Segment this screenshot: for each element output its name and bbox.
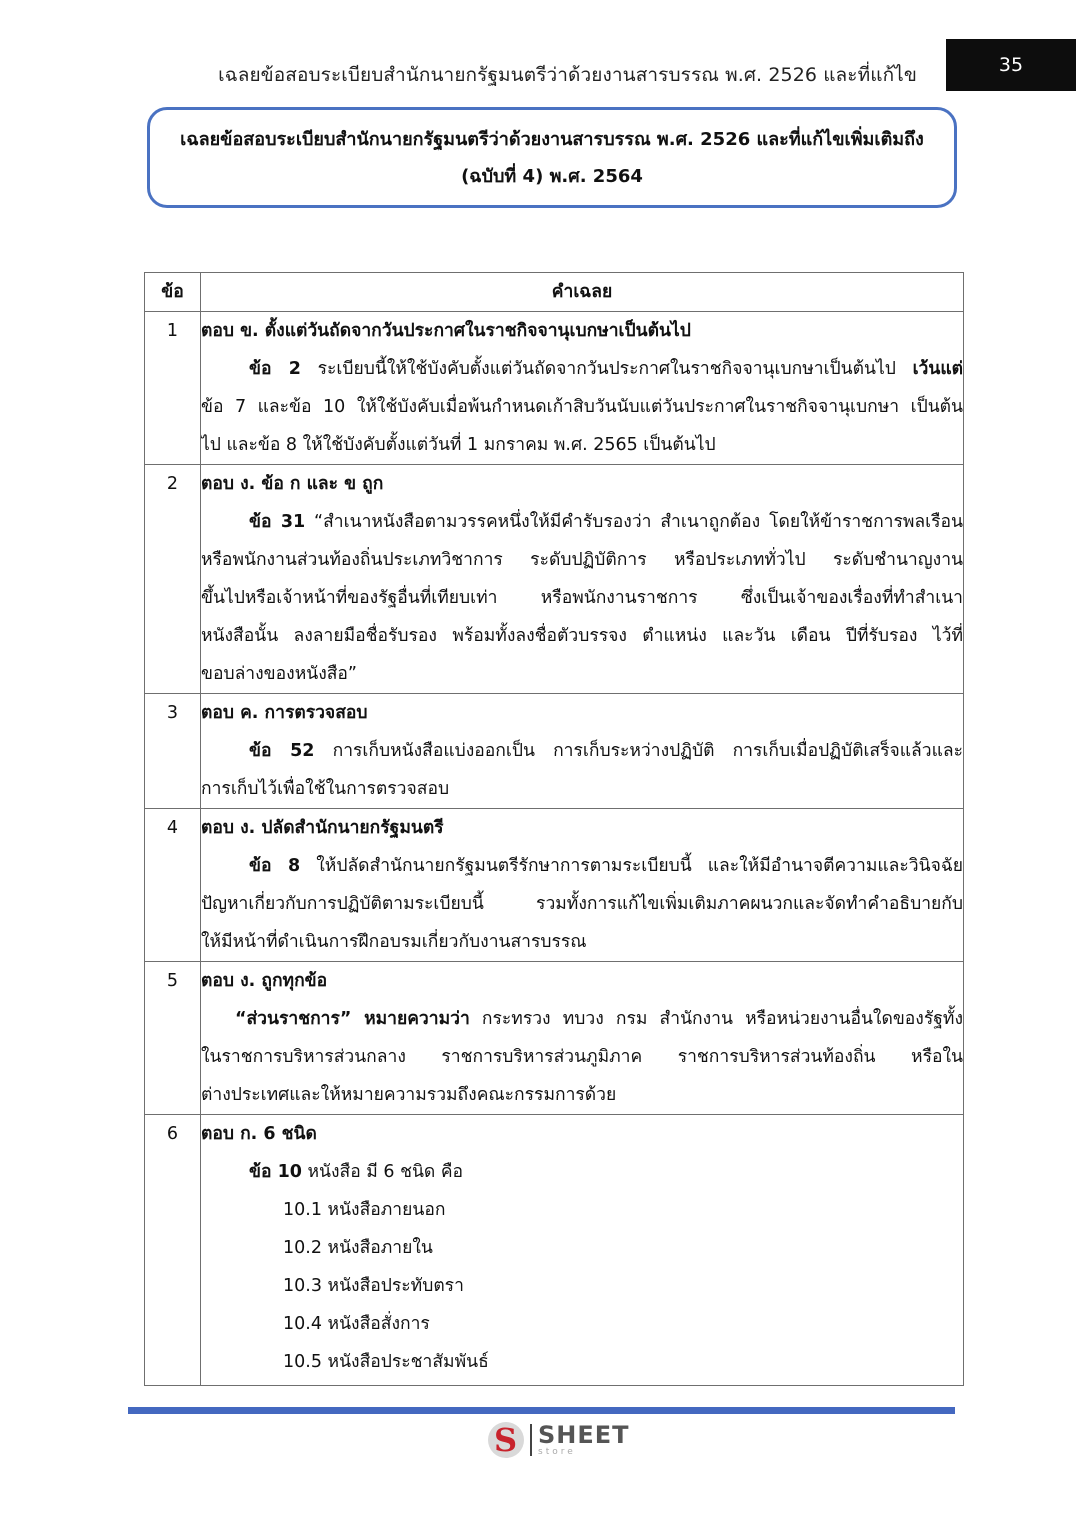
logo-letter: S (494, 1421, 518, 1459)
row-number: 2 (145, 465, 201, 694)
answer-line: ตอบ ข. ตั้งแต่วันถัดจากวันประกาศในราชกิจจานุเบกษาเป็นต้นไป (201, 321, 691, 341)
row-answer-cell (201, 962, 964, 1115)
logo-word: SHEET (538, 1421, 630, 1449)
table-row (145, 312, 964, 465)
answer-line: ตอบ ง. ข้อ ก และ ข ถูก (201, 474, 384, 494)
explanation-line: การเก็บไว้เพื่อใช้ในการตรวจสอบ (201, 779, 450, 799)
title-line-1: เฉลยข้อสอบระเบียบสำนักนายกรัฐมนตรีว่าด้วยงานสารบรรณ พ.ศ. 2526 และที่แก้ไขเพิ่มเติมถึง (180, 128, 924, 150)
explanation-line: ในราชการบริหารส่วนกลาง ราชการบริหารส่วนภูมิภาค ราชการบริหารส่วนท้องถิ่น หรือใน (201, 1047, 963, 1067)
answer-table (144, 272, 964, 1386)
reference-clause: ข้อ 52 (249, 741, 315, 761)
explanation-line (201, 847, 963, 885)
list-item: 10.3 หนังสือประทับตรา (283, 1276, 464, 1296)
logo-s-icon (488, 1422, 524, 1458)
list-item: 10.5 หนังสือประชาสัมพันธ์ (283, 1352, 489, 1372)
explanation-text: การเก็บหนังสือแบ่งออกเป็น การเก็บระหว่างปฏิบัติ การเก็บเมื่อปฏิบัติเสร็จแล้วและ (314, 741, 963, 761)
explanation-text: กระทรวง ทบวง กรม สำนักงาน หรือหน่วยงานอื่นใดของรัฐทั้ง (469, 1009, 963, 1029)
reference-clause: ข้อ 8 (249, 856, 301, 876)
explanation-line: หรือพนักงานส่วนท้องถิ่นประเภทวิชาการ ระดับปฏิบัติการ หรือประเภททั่วไป ระดับชำนาญงาน (201, 550, 963, 570)
explanation-line: ข้อ 7 และข้อ 10 ให้ใช้บังคับเมื่อพ้นกำหนดเก้าสิบวันนับแต่วันประกาศในราชกิจจานุเบกษา เป็นต้น (201, 397, 963, 417)
table-row (145, 962, 964, 1115)
explanation-line: ขอบล่างของหนังสือ” (201, 664, 357, 684)
explanation-text: “สำเนาหนังสือตามวรรคหนึ่งให้มีคำรับรองว่า สำเนาถูกต้อง โดยให้ข้าราชการพลเรือน (305, 512, 963, 532)
row-answer-cell (201, 694, 964, 809)
logo-subword: store (538, 1447, 576, 1457)
explanation-text: หนังสือ มี 6 ชนิด คือ (301, 1162, 464, 1182)
explanation-line (201, 1000, 963, 1038)
emphasis-text: เว้นแต่ (912, 359, 963, 379)
list-item: 10.1 หนังสือภายนอก (283, 1200, 446, 1220)
row-answer-cell (201, 465, 964, 694)
explanation-line: ขึ้นไปหรือเจ้าหน้าที่ของรัฐอื่นที่เทียบเท่า หรือพนักงานราชการ ซึ่งเป็นเจ้าของเรื่องที่ทำสำเนา (201, 588, 963, 608)
reference-clause: ข้อ 10 (249, 1162, 302, 1182)
row-number: 5 (145, 962, 201, 1115)
logo-separator (530, 1424, 532, 1456)
table-row (145, 1115, 964, 1386)
sheet-store-logo (488, 1420, 630, 1460)
explanation-line: ไป และข้อ 8 ให้ใช้บังคับตั้งแต่วันที่ 1 มกราคม พ.ศ. 2565 เป็นต้นไป (201, 435, 716, 455)
answer-line: ตอบ ค. การตรวจสอบ (201, 703, 368, 723)
explanation-line (201, 1153, 963, 1191)
list-item: 10.4 หนังสือสั่งการ (283, 1314, 430, 1334)
row-number: 6 (145, 1115, 201, 1386)
table-row (145, 809, 964, 962)
row-number: 3 (145, 694, 201, 809)
list-item: 10.2 หนังสือภายใน (283, 1238, 433, 1258)
logo-wordmark (538, 1423, 630, 1457)
footer-divider (128, 1407, 955, 1414)
explanation-line: ให้มีหน้าที่ดำเนินการฝึกอบรมเกี่ยวกับงานสารบรรณ (201, 932, 587, 952)
explanation-line (201, 503, 963, 541)
table-row (145, 465, 964, 694)
answer-line: ตอบ ก. 6 ชนิด (201, 1124, 317, 1144)
explanation-line: ปัญหาเกี่ยวกับการปฏิบัติตามระเบียบนี้ รวมทั้งการแก้ไขเพิ่มเติมภาคผนวกและจัดทำคำอธิบายกับ (201, 894, 963, 914)
title-line-2: (ฉบับที่ 4) พ.ศ. 2564 (461, 165, 643, 187)
explanation-line: ต่างประเทศและให้หมายความรวมถึงคณะกรรมการด้วย (201, 1085, 617, 1105)
explanation-line: หนังสือนั้น ลงลายมือชื่อรับรอง พร้อมทั้งลงชื่อตัวบรรจง ตำแหน่ง และวัน เดือน ปีที่รับรอง ไว้ที่ (201, 626, 963, 646)
explanation-line (201, 732, 963, 770)
answer-line: ตอบ ง. ปลัดสำนักนายกรัฐมนตรี (201, 818, 444, 838)
table-header-row (145, 273, 964, 312)
running-header: เฉลยข้อสอบระเบียบสำนักนายกรัฐมนตรีว่าด้วยงานสารบรรณ พ.ศ. 2526 และที่แก้ไข (218, 64, 917, 86)
column-header-number: ข้อ (145, 273, 201, 312)
reference-clause: ข้อ 2 (249, 359, 301, 379)
reference-clause: “ส่วนราชการ” หมายความว่า (235, 1009, 470, 1029)
explanation-text: ให้ปลัดสำนักนายกรัฐมนตรีรักษาการตามระเบียบนี้ และให้มีอำนาจตีความและวินิจฉัย (300, 856, 963, 876)
table-row (145, 694, 964, 809)
answer-line: ตอบ ง. ถูกทุกข้อ (201, 971, 328, 991)
row-answer-cell (201, 312, 964, 465)
explanation-line (201, 350, 963, 388)
reference-clause: ข้อ 31 (249, 512, 306, 532)
document-title-box (147, 107, 957, 208)
row-number: 4 (145, 809, 201, 962)
row-number: 1 (145, 312, 201, 465)
page-number: 35 (946, 39, 1076, 91)
row-answer-cell (201, 809, 964, 962)
row-answer-cell (201, 1115, 964, 1386)
explanation-text: ระเบียบนี้ให้ใช้บังคับตั้งแต่วันถัดจากวันประกาศในราชกิจจานุเบกษาเป็นต้นไป (300, 359, 913, 379)
column-header-answer: คำเฉลย (201, 273, 964, 312)
